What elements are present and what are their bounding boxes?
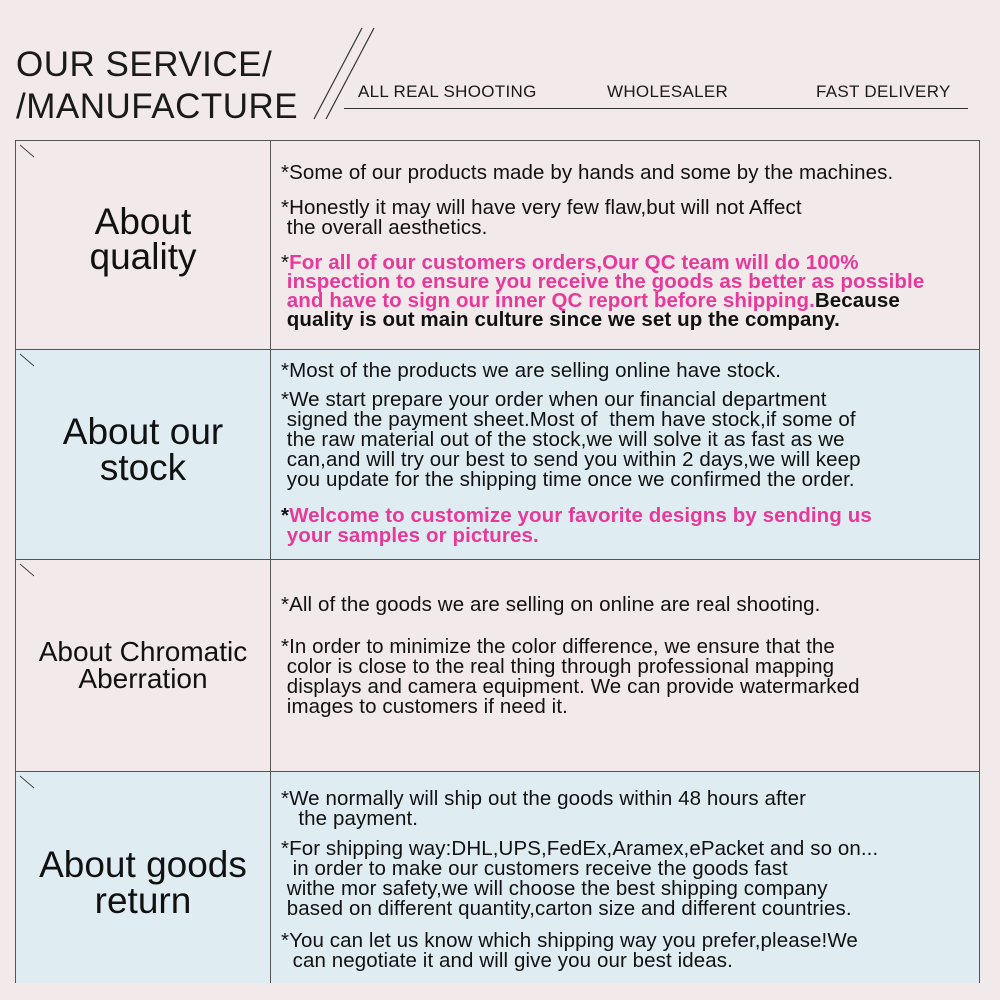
corner-tick-icon — [18, 352, 38, 372]
row-label-cell — [16, 772, 271, 983]
highlight-star: * — [281, 504, 290, 527]
service-table — [15, 140, 980, 983]
paragraph: *In order to minimize the color difference, we ensure that the color is close to the real thing through professional mapping displays and camera equipment. We can provide watermarked images to customers if need it. — [281, 635, 860, 718]
row-chromatic-aberration — [16, 560, 979, 772]
corner-tick-icon — [18, 562, 38, 582]
row-content-cell — [272, 141, 979, 349]
row-label-cell — [16, 141, 271, 349]
row-goods-return — [16, 772, 979, 983]
row-label-cell — [16, 350, 271, 559]
paragraph: *All of the goods we are selling on online are real shooting. — [281, 593, 821, 616]
paragraph: *Some of our products made by hands and some by the machines. — [281, 161, 894, 184]
row-content-cell — [272, 560, 979, 771]
bold-text: Because quality is out main culture since we set up the company. — [286, 289, 900, 331]
corner-tick-icon — [18, 774, 38, 794]
row-quality — [16, 141, 979, 350]
row-content-cell — [272, 772, 979, 983]
tagline-fast-delivery: FAST DELIVERY — [816, 82, 951, 101]
highlight-paragraph — [281, 506, 872, 546]
paragraph: *Most of the products we are selling online have stock. — [281, 359, 782, 382]
paragraph: *We normally will ship out the goods within 48 hours after the payment. — [281, 787, 807, 830]
corner-tick-icon — [18, 143, 38, 163]
row-label: About Chromatic Aberration — [38, 635, 248, 694]
paragraph: *You can let us know which shipping way you prefer,please!We can negotiate it and will give you our best ideas. — [281, 929, 858, 972]
row-label: About goods return — [39, 844, 247, 921]
row-stock — [16, 350, 979, 560]
row-content-cell — [272, 350, 979, 559]
highlight-text: For all of our customers orders,Our QC team will do 100% inspection to ensure you receive the goods as better as possible and have to sign our inner QC report before shipping. — [286, 251, 925, 312]
paragraph: *We start prepare your order when our financial department signed the payment sheet.Most of them have stock,if some of the raw material out of the stock,we will solve it as fast as we can,and will try our best to send you within 2 days,we will keep you update for the shipping time once we confirmed the order. — [281, 388, 861, 491]
header — [0, 0, 1000, 140]
paragraph: *For shipping way:DHL,UPS,FedEx,Aramex,ePacket and so on... in order to make our customers receive the goods fast withe mor safety,we will choose the best shipping company based on different quantity,carton size and different countries. — [281, 837, 879, 920]
row-label: About our stock — [62, 411, 224, 488]
row-label: About quality — [89, 200, 197, 277]
tagline-wholesaler: WHOLESALER — [607, 82, 729, 101]
tagline-real-shooting: ALL REAL SHOOTING — [358, 82, 537, 101]
highlight-text: Welcome to customize your favorite designs by sending us your samples or pictures. — [286, 504, 872, 547]
highlight-star: * — [281, 251, 290, 274]
row-label-cell — [16, 560, 271, 771]
double-slash-decoration — [310, 24, 380, 124]
highlight-paragraph — [281, 253, 924, 329]
tagline-underline — [344, 108, 968, 109]
paragraph: *Honestly it may will have very few flaw,but will not Affect the overall aesthetics. — [281, 196, 802, 239]
page-title: OUR SERVICE/ /MANUFACTURE — [16, 45, 299, 126]
